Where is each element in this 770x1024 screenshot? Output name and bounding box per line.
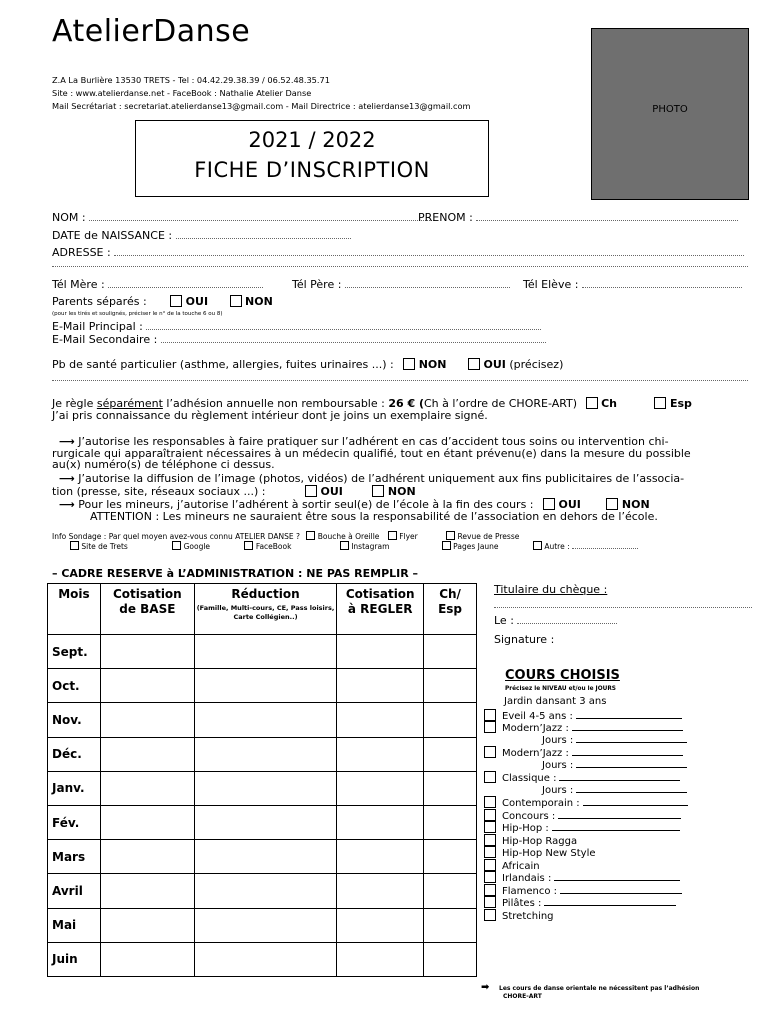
cours-label: Jours : xyxy=(542,734,574,746)
admin-input-cell[interactable] xyxy=(100,874,194,908)
cours-item xyxy=(484,709,754,722)
cours-label: Stretching xyxy=(502,910,554,922)
cours-checkbox[interactable] xyxy=(484,821,496,833)
cours-checkbox[interactable] xyxy=(484,721,496,733)
table-row xyxy=(48,874,477,908)
sante-label: Pb de santé particulier (asthme, allergies, fuites urinaires ...) : xyxy=(52,358,394,371)
sante-precisez: (précisez) xyxy=(509,358,564,371)
sondage-pagesjaunes-label: Pages Jaune xyxy=(453,542,499,551)
adhesion-text-a: Je règle xyxy=(52,397,97,410)
tel-pere-label: Tél Père : xyxy=(292,278,342,291)
cours-list xyxy=(484,696,754,921)
prenom-field[interactable] xyxy=(476,212,738,221)
sortie-non-checkbox[interactable] xyxy=(606,498,618,510)
cours-item xyxy=(484,696,754,709)
logo: AtelierDanse xyxy=(52,14,251,49)
admin-input-cell[interactable] xyxy=(424,840,477,874)
reglement-text: J’ai pris connaissance du règlement intérieur dont je joins un exemplaire signé. xyxy=(52,409,488,422)
header-ch-esp: Ch/ Esp xyxy=(424,584,477,635)
cours-field[interactable] xyxy=(576,784,687,793)
cours-label: Classique : xyxy=(502,773,557,784)
autorisation-image-line2: tion (presse, site, réseaux sociaux ...) : xyxy=(52,484,266,498)
admin-input-cell[interactable] xyxy=(100,635,194,669)
cours-label: Irlandais : xyxy=(502,873,552,884)
cours-checkbox[interactable] xyxy=(484,709,496,721)
naissance-field[interactable] xyxy=(176,230,351,239)
admin-input-cell[interactable] xyxy=(194,771,337,805)
sondage-bouche-label: Bouche à Oreille xyxy=(317,532,380,541)
admin-input-cell[interactable] xyxy=(194,805,337,839)
title-box xyxy=(135,120,489,197)
admin-input-cell[interactable] xyxy=(194,874,337,908)
titulaire-field[interactable] xyxy=(494,607,752,608)
autorisation-soins-line1: J’autorise les responsables à faire pratiquer sur l’adhérent en cas d’accident tous soins ou intervention chi- xyxy=(78,435,669,448)
sondage-autre-label: Autre : xyxy=(544,542,570,551)
cours-checkbox[interactable] xyxy=(484,846,496,858)
adhesion-ch-checkbox[interactable] xyxy=(586,397,598,409)
contact-address: Z.A La Burlière 13530 TRETS - Tel : 04.42.29.38.39 / 06.52.48.35.71 xyxy=(52,75,330,85)
cours-item xyxy=(484,734,754,747)
tel-mere-label: Tél Mère : xyxy=(52,278,105,291)
admin-input-cell[interactable] xyxy=(337,669,424,703)
image-non-checkbox[interactable] xyxy=(372,485,384,497)
cours-item xyxy=(484,809,754,822)
autorisation-soins xyxy=(52,436,752,471)
admin-input-cell[interactable] xyxy=(424,908,477,942)
month-cell: Janv. xyxy=(48,771,101,805)
cours-item xyxy=(484,909,754,922)
sondage-facebook-checkbox[interactable] xyxy=(244,541,253,550)
cours-field[interactable] xyxy=(558,810,681,819)
sondage-flyer-label: Flyer xyxy=(399,532,418,541)
le-field[interactable] xyxy=(517,615,617,624)
sondage-trets-checkbox[interactable] xyxy=(70,541,79,550)
cours-label: Flamenco : xyxy=(502,885,558,897)
month-cell: Oct. xyxy=(48,669,101,703)
sondage-presse-checkbox[interactable] xyxy=(446,531,455,540)
sortie-non-label: NON xyxy=(621,498,650,511)
cours-label: Modern’Jazz : xyxy=(502,723,569,734)
sondage-bouche-checkbox[interactable] xyxy=(306,531,315,540)
image-oui-label: OUI xyxy=(320,484,343,498)
month-cell: Déc. xyxy=(48,737,101,771)
table-row xyxy=(48,703,477,737)
adresse-field-2[interactable] xyxy=(52,266,748,267)
le-label: Le : xyxy=(494,614,514,627)
arrow-right-icon: ➡ xyxy=(481,982,490,993)
cours-item xyxy=(484,871,754,884)
attention-text: ATTENTION : Les mineurs ne sauraient être sous la responsabilité de l’association en dehors de l’école. xyxy=(90,509,658,523)
month-cell: Juin xyxy=(48,942,101,976)
admin-input-cell[interactable] xyxy=(100,805,194,839)
sante-field[interactable] xyxy=(52,380,748,381)
admin-input-cell[interactable] xyxy=(100,840,194,874)
email1-label: E-Mail Principal : xyxy=(52,320,143,333)
autorisation-image-line1: J’autorise la diffusion de l’image (photos, vidéos) de l’adhérent uniquement aux fins publicitaires de l’associa- xyxy=(78,472,685,485)
autorisation-sortie-line1: Pour les mineurs, j’autorise l’adhérent à sortir seul(e) de l’école à la fin des cours : xyxy=(78,498,534,511)
sondage-intro: Info Sondage : Par quel moyen avez-vous connu ATELIER DANSE ? xyxy=(52,532,300,541)
parents-label: Parents séparés : xyxy=(52,295,147,308)
adhesion-ch-label: Ch xyxy=(601,397,617,410)
sante-non-label: NON xyxy=(418,358,447,371)
email2-label: E-Mail Secondaire : xyxy=(52,333,158,346)
tel-mere-row xyxy=(52,278,263,291)
header-cotisation-regler: Cotisation à REGLER xyxy=(337,584,424,635)
cours-checkbox[interactable] xyxy=(484,834,496,846)
email1-field[interactable] xyxy=(146,321,541,330)
adhesion-text-c: Ch à l’ordre de CHORE-ART) xyxy=(423,397,578,410)
sondage-pagesjaunes-checkbox[interactable] xyxy=(442,541,451,550)
header-reduction: Réduction (Famille, Multi-cours, CE, Pass loisirs, Carte Collégien..) xyxy=(194,584,337,635)
cours-checkbox[interactable] xyxy=(484,796,496,808)
admin-input-cell[interactable] xyxy=(337,805,424,839)
admin-input-cell[interactable] xyxy=(424,771,477,805)
month-cell: Mars xyxy=(48,840,101,874)
admin-input-cell[interactable] xyxy=(337,840,424,874)
sondage-autre-field[interactable] xyxy=(572,543,638,549)
image-oui-checkbox[interactable] xyxy=(305,485,317,497)
cours-label: Contemporain : xyxy=(502,798,580,809)
table-row xyxy=(48,771,477,805)
cours-field[interactable] xyxy=(576,710,683,719)
cours-checkbox[interactable] xyxy=(484,871,496,883)
admin-input-cell[interactable] xyxy=(194,703,337,737)
admin-input-cell[interactable] xyxy=(424,874,477,908)
table-row xyxy=(48,669,477,703)
header-mois: Mois xyxy=(48,584,101,635)
admin-input-cell[interactable] xyxy=(194,908,337,942)
cours-checkbox[interactable] xyxy=(484,809,496,821)
photo-label: PHOTO xyxy=(652,104,688,115)
cours-label: Modern’Jazz : xyxy=(502,748,569,759)
admin-input-cell[interactable] xyxy=(194,737,337,771)
tel-pere-row xyxy=(292,278,510,291)
cours-note xyxy=(481,984,699,1001)
cours-checkbox[interactable] xyxy=(484,909,496,921)
cours-subtitle: Précisez le NIVEAU et/ou le JOURS xyxy=(505,686,616,692)
parents-oui-checkbox[interactable] xyxy=(170,295,182,307)
admin-input-cell[interactable] xyxy=(424,805,477,839)
admin-input-cell[interactable] xyxy=(194,635,337,669)
adhesion-row xyxy=(52,397,692,410)
admin-input-cell[interactable] xyxy=(337,737,424,771)
contact-mail: Mail Secrétariat : secretariat.atelierdanse13@gmail.com - Mail Directrice : atelierdanse13@gmail.com xyxy=(52,101,471,111)
cours-item xyxy=(484,859,754,872)
cours-checkbox[interactable] xyxy=(484,884,496,896)
cours-item xyxy=(484,884,754,897)
school-year: 2021 / 2022 xyxy=(248,128,376,152)
admin-input-cell[interactable] xyxy=(424,703,477,737)
cours-item xyxy=(484,721,754,734)
admin-input-cell[interactable] xyxy=(337,703,424,737)
cours-label: Concours : xyxy=(502,810,556,822)
cours-checkbox[interactable] xyxy=(484,859,496,871)
table-row xyxy=(48,805,477,839)
cours-item xyxy=(484,771,754,784)
parents-non-label: NON xyxy=(245,295,273,308)
email2-field[interactable] xyxy=(161,334,546,343)
parents-oui-label: OUI xyxy=(185,295,209,308)
parents-note: (pour les tirés et soulignés, préciser le n° de la touche 6 ou 8) xyxy=(52,311,223,317)
cours-item xyxy=(484,746,754,759)
cours-label: Jours : xyxy=(542,784,574,796)
cours-checkbox[interactable] xyxy=(484,746,496,758)
adhesion-esp-label: Esp xyxy=(669,397,692,410)
cours-label: Jardin dansant 3 ans xyxy=(504,696,607,707)
sondage-facebook-label: FaceBook xyxy=(255,542,292,551)
prenom-label: PRENOM : xyxy=(418,211,473,224)
sortie-oui-label: OUI xyxy=(558,498,581,511)
cours-field[interactable] xyxy=(576,734,687,743)
tel-pere-field[interactable] xyxy=(345,279,510,288)
table-row xyxy=(48,840,477,874)
admin-input-cell[interactable] xyxy=(337,942,424,976)
admin-input-cell[interactable] xyxy=(100,703,194,737)
admin-header-row xyxy=(48,584,477,635)
sondage-row-2 xyxy=(70,541,638,551)
tel-mere-field[interactable] xyxy=(108,279,263,288)
autorisation-soins-line3: au(x) numéro(s) de téléphone ci dessus. xyxy=(52,458,275,471)
cours-label: Eveil 4-5 ans : xyxy=(502,710,573,722)
month-cell: Fév. xyxy=(48,805,101,839)
admin-input-cell[interactable] xyxy=(424,669,477,703)
admin-input-cell[interactable] xyxy=(194,669,337,703)
cours-item xyxy=(484,846,754,859)
autorisation-sortie xyxy=(52,498,752,522)
cours-item xyxy=(484,796,754,809)
month-cell: Mai xyxy=(48,908,101,942)
admin-table xyxy=(47,583,477,977)
cours-checkbox[interactable] xyxy=(484,771,496,783)
cours-field[interactable] xyxy=(583,797,688,806)
titulaire-label: Titulaire du chèque : xyxy=(494,583,608,596)
page-title: FICHE D’INSCRIPTION xyxy=(194,158,430,182)
cours-field[interactable] xyxy=(559,772,680,781)
cours-field[interactable] xyxy=(560,885,682,894)
sondage-row-1 xyxy=(52,531,519,541)
sondage-instagram-checkbox[interactable] xyxy=(340,541,349,550)
admin-input-cell[interactable] xyxy=(424,737,477,771)
cours-label: Hip-Hop New Style xyxy=(502,848,596,859)
autorisation-soins-line2: rurgicale qui apparaîtraient nécessaires à un médecin qualifié, tout en étant prévenu(e) dans la mesure du possible xyxy=(52,446,691,460)
sante-non-checkbox[interactable] xyxy=(403,358,415,370)
table-row xyxy=(48,635,477,669)
arrow-icon: ⟶ xyxy=(59,472,75,485)
parents-row xyxy=(52,295,273,308)
cours-item xyxy=(484,896,754,909)
tel-eleve-row xyxy=(523,278,742,291)
arrow-icon: ⟶ xyxy=(59,435,75,448)
sante-oui-label: OUI xyxy=(483,358,506,371)
adhesion-text-separement: séparément xyxy=(96,397,163,410)
sondage-autre-checkbox[interactable] xyxy=(533,541,542,550)
admin-input-cell[interactable] xyxy=(337,874,424,908)
cours-field[interactable] xyxy=(552,822,680,831)
sondage-google-checkbox[interactable] xyxy=(172,541,181,550)
cours-field[interactable] xyxy=(576,759,687,768)
tel-eleve-label: Tél Elève : xyxy=(523,278,579,291)
cours-note-line2: CHORE-ART xyxy=(503,993,542,1000)
table-row xyxy=(48,908,477,942)
sondage-trets-label: Site de Trets xyxy=(81,542,128,551)
admin-input-cell[interactable] xyxy=(194,942,337,976)
adresse-row xyxy=(52,246,744,259)
cours-item xyxy=(484,784,754,797)
cours-title: COURS CHOISIS xyxy=(505,668,620,683)
cours-field[interactable] xyxy=(572,747,683,756)
admin-heading: – CADRE RESERVE à L’ADMINISTRATION : NE PAS REMPLIR – xyxy=(52,567,419,580)
prenom-row xyxy=(418,211,738,224)
admin-input-cell[interactable] xyxy=(337,635,424,669)
adresse-label: ADRESSE : xyxy=(52,246,111,259)
email1-row xyxy=(52,320,541,333)
admin-input-cell[interactable] xyxy=(100,737,194,771)
parents-non-checkbox[interactable] xyxy=(230,295,242,307)
le-row xyxy=(494,614,617,627)
autorisation-image xyxy=(52,473,752,497)
nom-label: NOM : xyxy=(52,211,86,224)
adhesion-text-b: l’adhésion annuelle non remboursable : xyxy=(162,397,389,410)
sante-oui-checkbox[interactable] xyxy=(468,358,480,370)
admin-input-cell[interactable] xyxy=(337,771,424,805)
cours-note-line1: Les cours de danse orientale ne nécessitent pas l’adhésion xyxy=(499,985,700,992)
month-cell: Sept. xyxy=(48,635,101,669)
cours-label: Hip-Hop Ragga xyxy=(502,835,578,847)
cours-label: Pilâtes : xyxy=(502,898,542,909)
table-row xyxy=(48,737,477,771)
naissance-row xyxy=(52,229,351,242)
signature-label: Signature : xyxy=(494,633,555,646)
image-non-label: NON xyxy=(387,484,416,498)
contact-site: Site : www.atelierdanse.net - FaceBook : Nathalie Atelier Danse xyxy=(52,88,312,98)
month-cell: Avril xyxy=(48,874,101,908)
cours-field[interactable] xyxy=(572,722,683,731)
cours-field[interactable] xyxy=(544,897,675,906)
tel-eleve-field[interactable] xyxy=(582,279,742,288)
nom-row xyxy=(52,211,434,224)
sondage-presse-label: Revue de Presse xyxy=(457,532,520,541)
sortie-oui-checkbox[interactable] xyxy=(543,498,555,510)
admin-input-cell[interactable] xyxy=(100,908,194,942)
admin-input-cell[interactable] xyxy=(100,771,194,805)
cours-item xyxy=(484,834,754,847)
cours-field[interactable] xyxy=(554,872,679,881)
month-cell: Nov. xyxy=(48,703,101,737)
sante-row xyxy=(52,358,563,371)
cours-label: Hip-Hop : xyxy=(502,823,549,834)
cours-label: Africain xyxy=(502,860,540,872)
sondage-instagram-label: Instagram xyxy=(351,542,390,551)
sondage-flyer-checkbox[interactable] xyxy=(388,531,397,540)
sondage-google-label: Google xyxy=(183,542,211,551)
header-cotisation-base: Cotisation de BASE xyxy=(100,584,194,635)
admin-input-cell[interactable] xyxy=(337,908,424,942)
cours-label: Jours : xyxy=(542,759,574,771)
admin-input-cell[interactable] xyxy=(424,942,477,976)
naissance-label: DATE de NAISSANCE : xyxy=(52,229,173,242)
cours-item xyxy=(484,821,754,834)
email2-row xyxy=(52,333,546,346)
admin-input-cell[interactable] xyxy=(424,635,477,669)
table-row xyxy=(48,942,477,976)
admin-input-cell[interactable] xyxy=(100,942,194,976)
arrow-icon: ⟶ xyxy=(59,498,75,511)
admin-input-cell[interactable] xyxy=(194,840,337,874)
nom-field[interactable] xyxy=(89,212,434,221)
adresse-field[interactable] xyxy=(114,247,744,256)
admin-input-cell[interactable] xyxy=(100,669,194,703)
cours-item xyxy=(484,759,754,772)
cours-checkbox[interactable] xyxy=(484,896,496,908)
adhesion-amount: 26 € ( xyxy=(388,397,424,410)
adhesion-esp-checkbox[interactable] xyxy=(654,397,666,409)
